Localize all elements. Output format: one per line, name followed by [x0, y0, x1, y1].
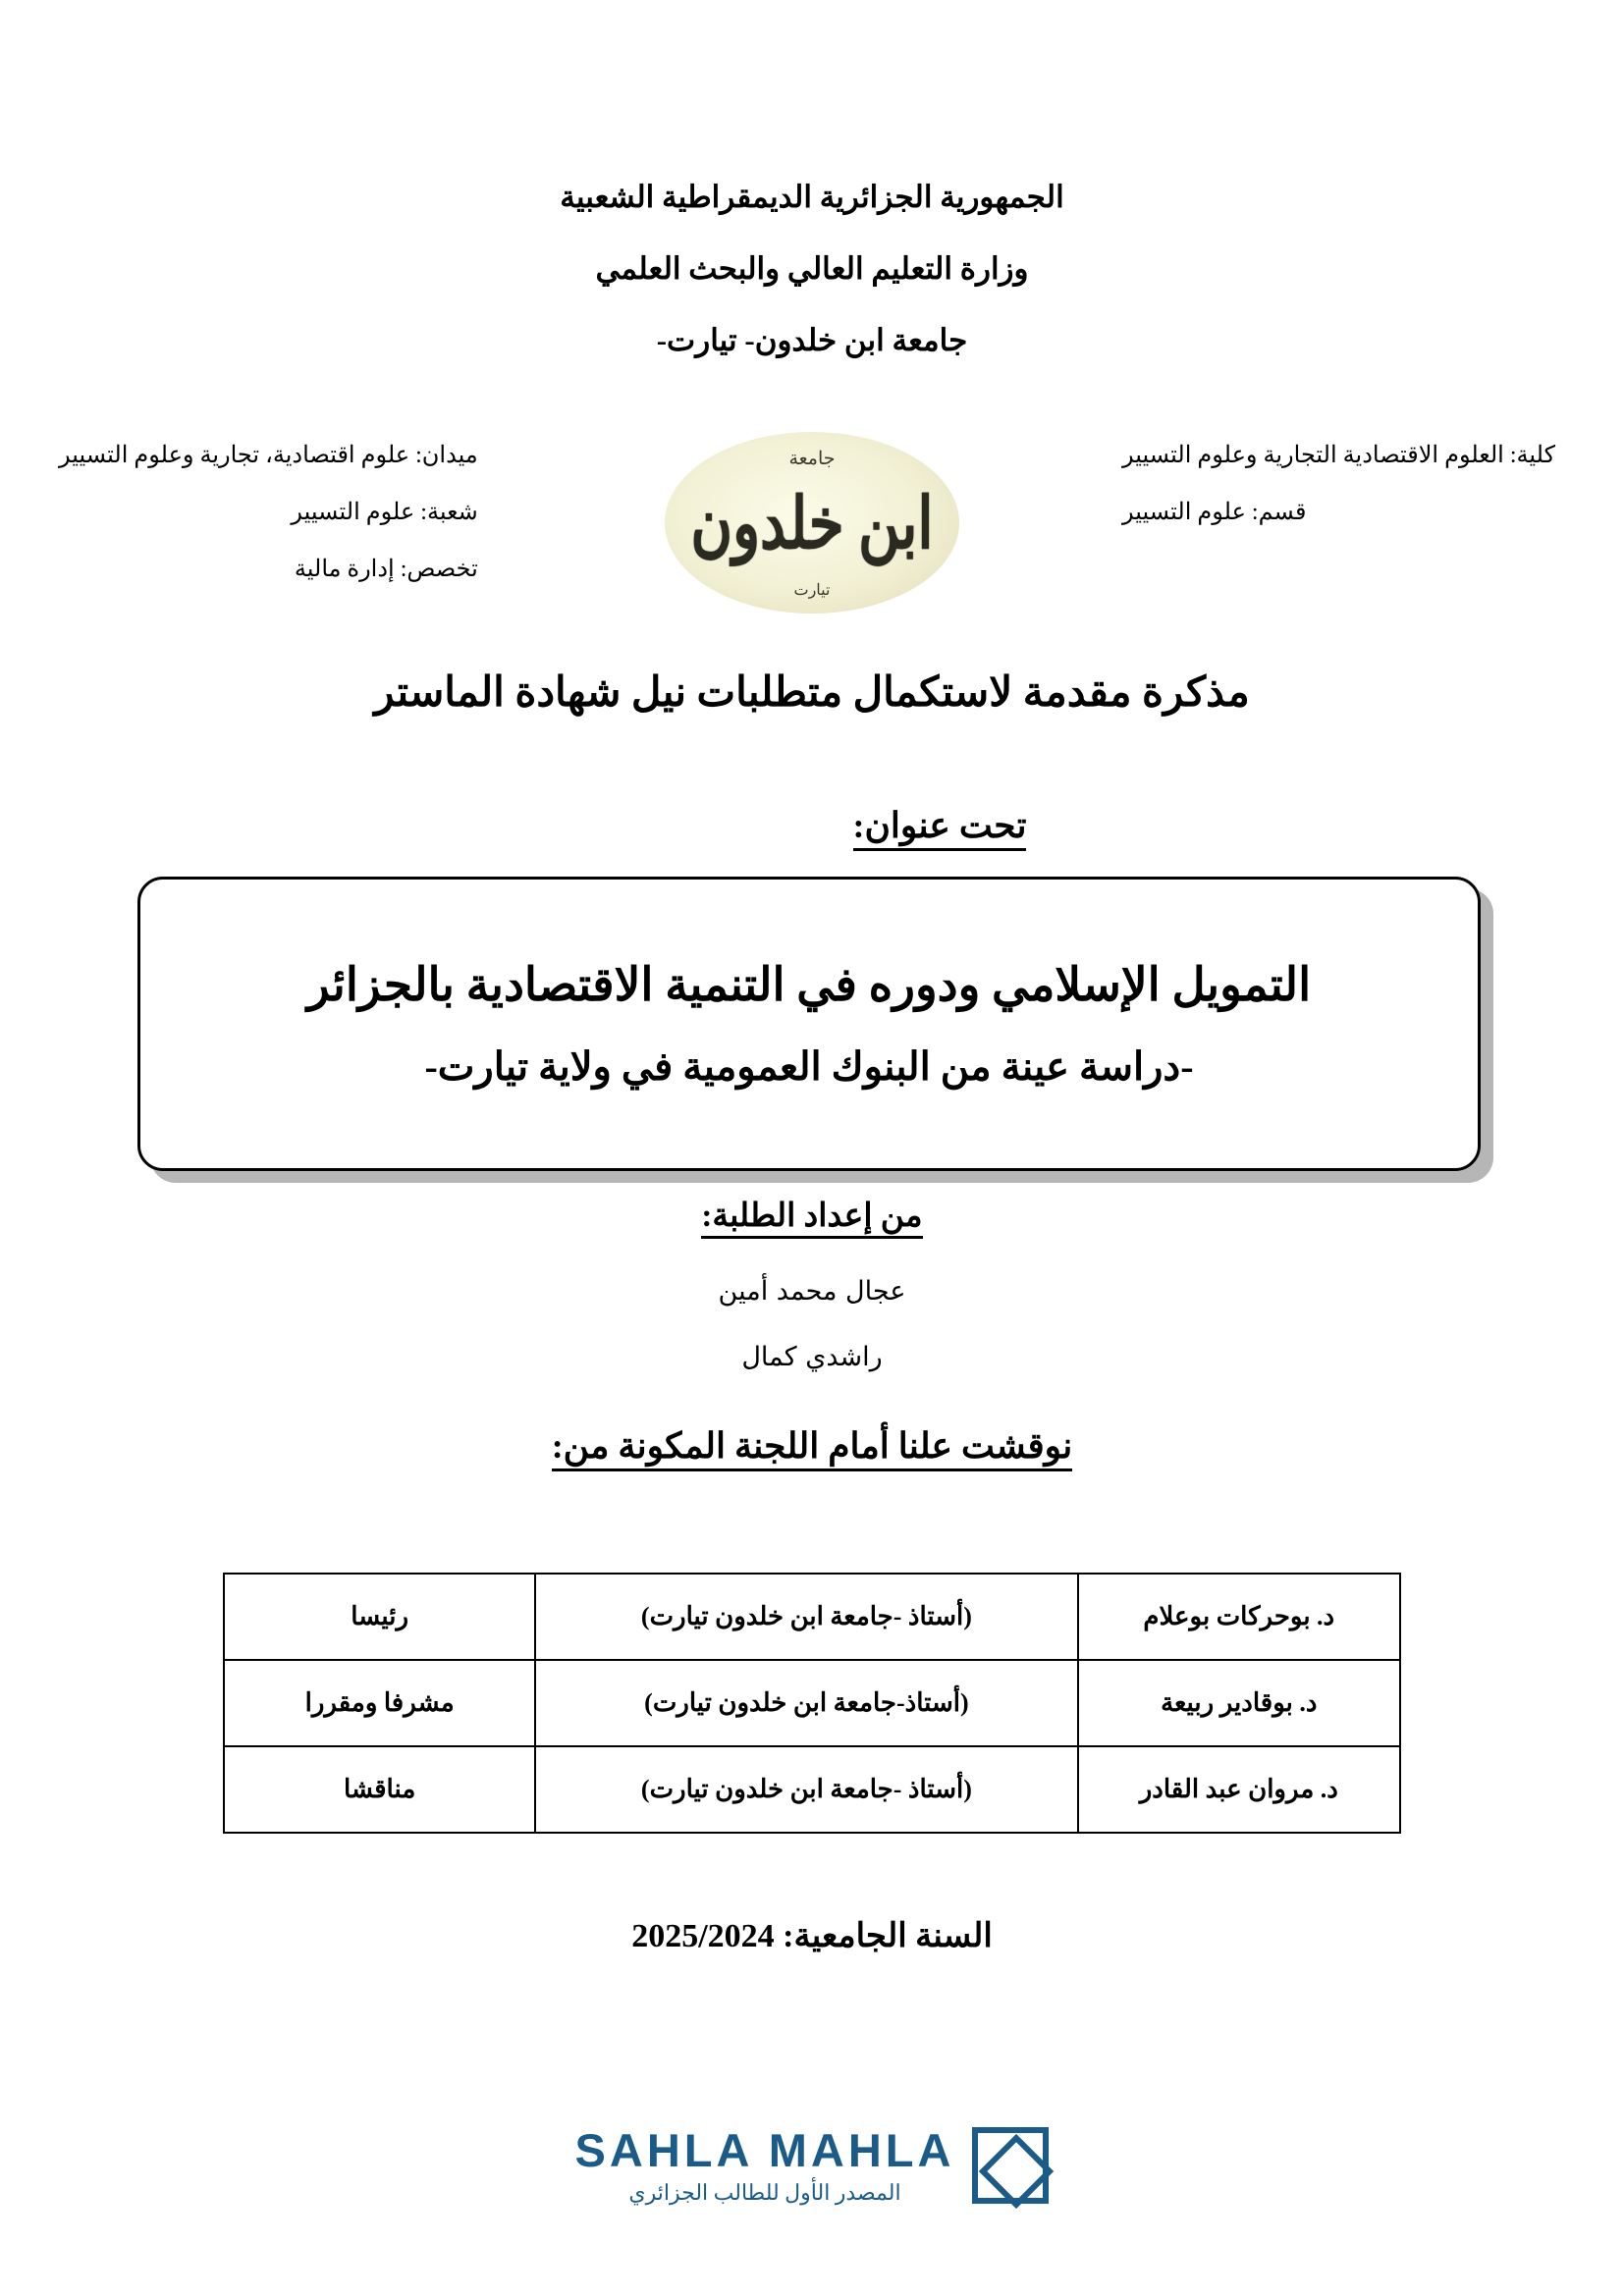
header-line-university: جامعة ابن خلدون- تيارت- [656, 323, 968, 357]
committee-member-role: رئيسا [224, 1574, 535, 1660]
header-line-ministry: وزارة التعليم العالي والبحث العلمي [595, 251, 1029, 286]
student-name: عجال محمد أمين [718, 1276, 906, 1307]
students-heading-text: من إعداد الطلبة: [701, 1199, 922, 1239]
field-info-block [59, 444, 478, 614]
committee-table [223, 1573, 1401, 1834]
committee-member-affiliation: (أستاذ-جامعة ابن خلدون تيارت) [535, 1660, 1077, 1746]
committee-member-name: د. بوحركات بوعلام [1078, 1574, 1400, 1660]
domain-label: ميدان: علوم اقتصادية، تجارية وعلوم التسيير [59, 443, 478, 468]
table-row [224, 1746, 1400, 1833]
brand-name: SAHLA MAHLA [574, 2123, 955, 2176]
academic-year: السنة الجامعية: 2025/2024 [631, 1918, 993, 1954]
thesis-title-box [137, 877, 1481, 1171]
committee-member-role: مناقشا [224, 1746, 535, 1833]
thesis-title-main: التمويل الإسلامي ودوره في التنمية الاقتصادية بالجزائر [306, 960, 1312, 1011]
university-seal-icon [665, 432, 959, 614]
students-section [0, 1196, 1624, 1408]
seal-bottom-text: تيارت [793, 582, 831, 599]
seal-oval [665, 432, 959, 614]
committee-heading [0, 1425, 1624, 1467]
table-row [224, 1660, 1400, 1746]
header-line-republic: الجمهورية الجزائرية الديمقراطية الشعبية [560, 180, 1064, 214]
under-title-label [0, 805, 1624, 846]
thesis-statement: مذكرة مقدمة لاستكمال متطلبات نيل شهادة الماستر [374, 670, 1250, 716]
brand-mark-icon [972, 2127, 1049, 2204]
seal-center-text: ابن خلدون [690, 483, 934, 563]
committee-member-name: د. مروان عبد القادر [1078, 1746, 1400, 1833]
thesis-title-sub: -دراسة عينة من البنوك العمومية في ولاية تيارت- [424, 1044, 1194, 1089]
seal-top-text: جامعة [788, 449, 836, 469]
page-header [0, 182, 1624, 397]
faculty-info-block [1122, 444, 1555, 558]
students-heading [0, 1196, 1624, 1235]
committee-member-affiliation: (أستاذ -جامعة ابن خلدون تيارت) [535, 1746, 1077, 1833]
brand-tagline: المصدر الأول للطالب الجزائري [628, 2180, 901, 2205]
info-row [0, 444, 1624, 640]
branch-label: شعبة: علوم التسيير [291, 500, 478, 525]
department-label: قسم: علوم التسيير [1122, 500, 1307, 525]
committee-member-role: مشرفا ومقررا [224, 1660, 535, 1746]
footer-watermark [0, 2123, 1624, 2206]
committee-heading-text: نوقشت علنا أمام اللجنة المكونة من: [552, 1426, 1073, 1471]
committee-member-name: د. بوقادير ربيعة [1078, 1660, 1400, 1746]
table-row [224, 1574, 1400, 1660]
committee-member-affiliation: (أستاذ -جامعة ابن خلدون تيارت) [535, 1574, 1077, 1660]
student-name: راشدي كمال [741, 1342, 883, 1372]
under-title-text: تحت عنوان: [853, 806, 1027, 851]
footer-text-wrap [574, 2123, 955, 2206]
faculty-label: كلية: العلوم الاقتصادية التجارية وعلوم التسيير [1122, 443, 1555, 468]
speciality-label: تخصص: إدارة مالية [294, 557, 478, 582]
